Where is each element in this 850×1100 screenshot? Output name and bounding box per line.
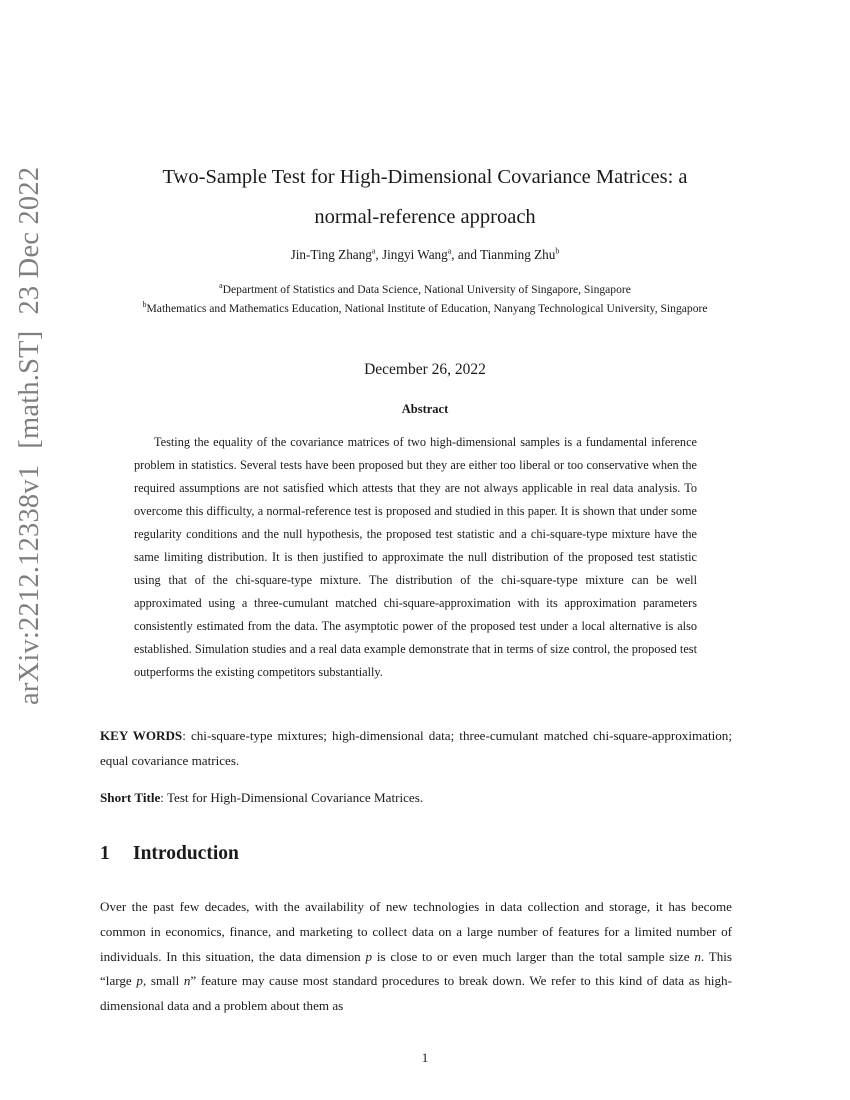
author-list — [0, 247, 850, 263]
author-name: Jingyi Wang — [382, 247, 448, 262]
arxiv-date: 23 Dec 2022 — [14, 166, 45, 315]
keywords-text: : chi-square-type mixtures; high-dimensional data; three-cumulant matched chi-square-approximation; equal covariance matrices. — [100, 728, 732, 768]
author-name: Tianming Zhu — [480, 247, 556, 262]
affiliation-a — [0, 283, 850, 296]
abstract-body: Testing the equality of the covariance matrices of two high-dimensional samples is a fundamental inference problem in statistics. Several tests have been proposed but they are either too liberal or too conservative when the required assumptions are not satisfied which attests that they are not always applicable in real data analysis. To overcome this difficulty, a normal-reference test is proposed and studied in this paper. It is shown that under some regularity conditions and the null hypothesis, the proposed test statistic and a chi-square-type mixture have the same limiting distribution. It is then justified to approximate the null distribution of the proposed test statistic using that of the chi-square-type mixture. The distribution of the chi-square-type mixture can be well approximated using a three-cumulant matched chi-square-approximation with its approximation parameters consistently estimated from the data. The asymptotic power of the proposed test under a local alternative is also established. Simulation studies and a real data example demonstrate that in terms of size control, the proposed test outperforms the existing competitors substantially. — [134, 435, 697, 679]
paper-title — [0, 157, 850, 237]
affiliation-text: Mathematics and Mathematics Education, National Institute of Education, Nanyang Technological University, Singapore — [146, 302, 708, 315]
affiliation-text: Department of Statistics and Data Science, National University of Singapore, Singapore — [222, 283, 631, 296]
section-heading-introduction — [100, 843, 239, 865]
section-title: Introduction — [133, 843, 239, 864]
arxiv-id: arXiv:2212.12338v1 — [14, 464, 45, 705]
short-title-text: : Test for High-Dimensional Covariance Matrices. — [160, 790, 424, 805]
affiliation-mark: a — [219, 281, 223, 291]
math-var-p: p — [365, 948, 373, 964]
math-var-p: p — [136, 973, 143, 989]
author-affiliation-mark: a — [371, 246, 376, 256]
arxiv-category: [math.ST] — [14, 330, 45, 449]
keywords-label: KEY WORDS — [100, 728, 183, 743]
short-title — [100, 786, 732, 811]
author-name: Jin-Ting Zhang — [290, 247, 372, 262]
intro-text: . This “large — [100, 948, 732, 989]
author-separator: , and — [451, 247, 480, 262]
page-number: 1 — [421, 1050, 429, 1065]
intro-text: Over the past few decades, with the availability of new technologies in data collection and storage, it has become common in economics, finance, and marketing to collect data on a large number of features for a limited number of individuals. In this situation, the data dimension — [100, 899, 732, 964]
intro-text: ” feature may cause most standard procedures to break down. We refer to this kind of data as high-dimensional data and a problem about them as — [100, 973, 732, 1014]
affiliation-b — [0, 302, 850, 315]
short-title-label: Short Title — [100, 790, 161, 805]
math-var-n: n — [183, 973, 191, 989]
intro-text: , small — [142, 973, 184, 989]
section-number: 1 — [100, 843, 110, 864]
keywords — [100, 724, 732, 773]
author-affiliation-mark: b — [555, 246, 560, 256]
title-line-2: normal-reference approach — [314, 206, 536, 228]
title-line-1: Two-Sample Test for High-Dimensional Covariance Matrices: a — [162, 166, 688, 188]
affiliation-mark: b — [142, 300, 147, 310]
intro-text: is close to or even much larger than the total sample size — [372, 948, 695, 964]
introduction-paragraph — [100, 895, 732, 1019]
math-var-n: n — [694, 948, 701, 964]
paper-date: December 26, 2022 — [364, 361, 486, 378]
abstract-heading: Abstract — [401, 402, 449, 416]
author-separator: , — [375, 247, 382, 262]
author-affiliation-mark: a — [447, 246, 452, 256]
